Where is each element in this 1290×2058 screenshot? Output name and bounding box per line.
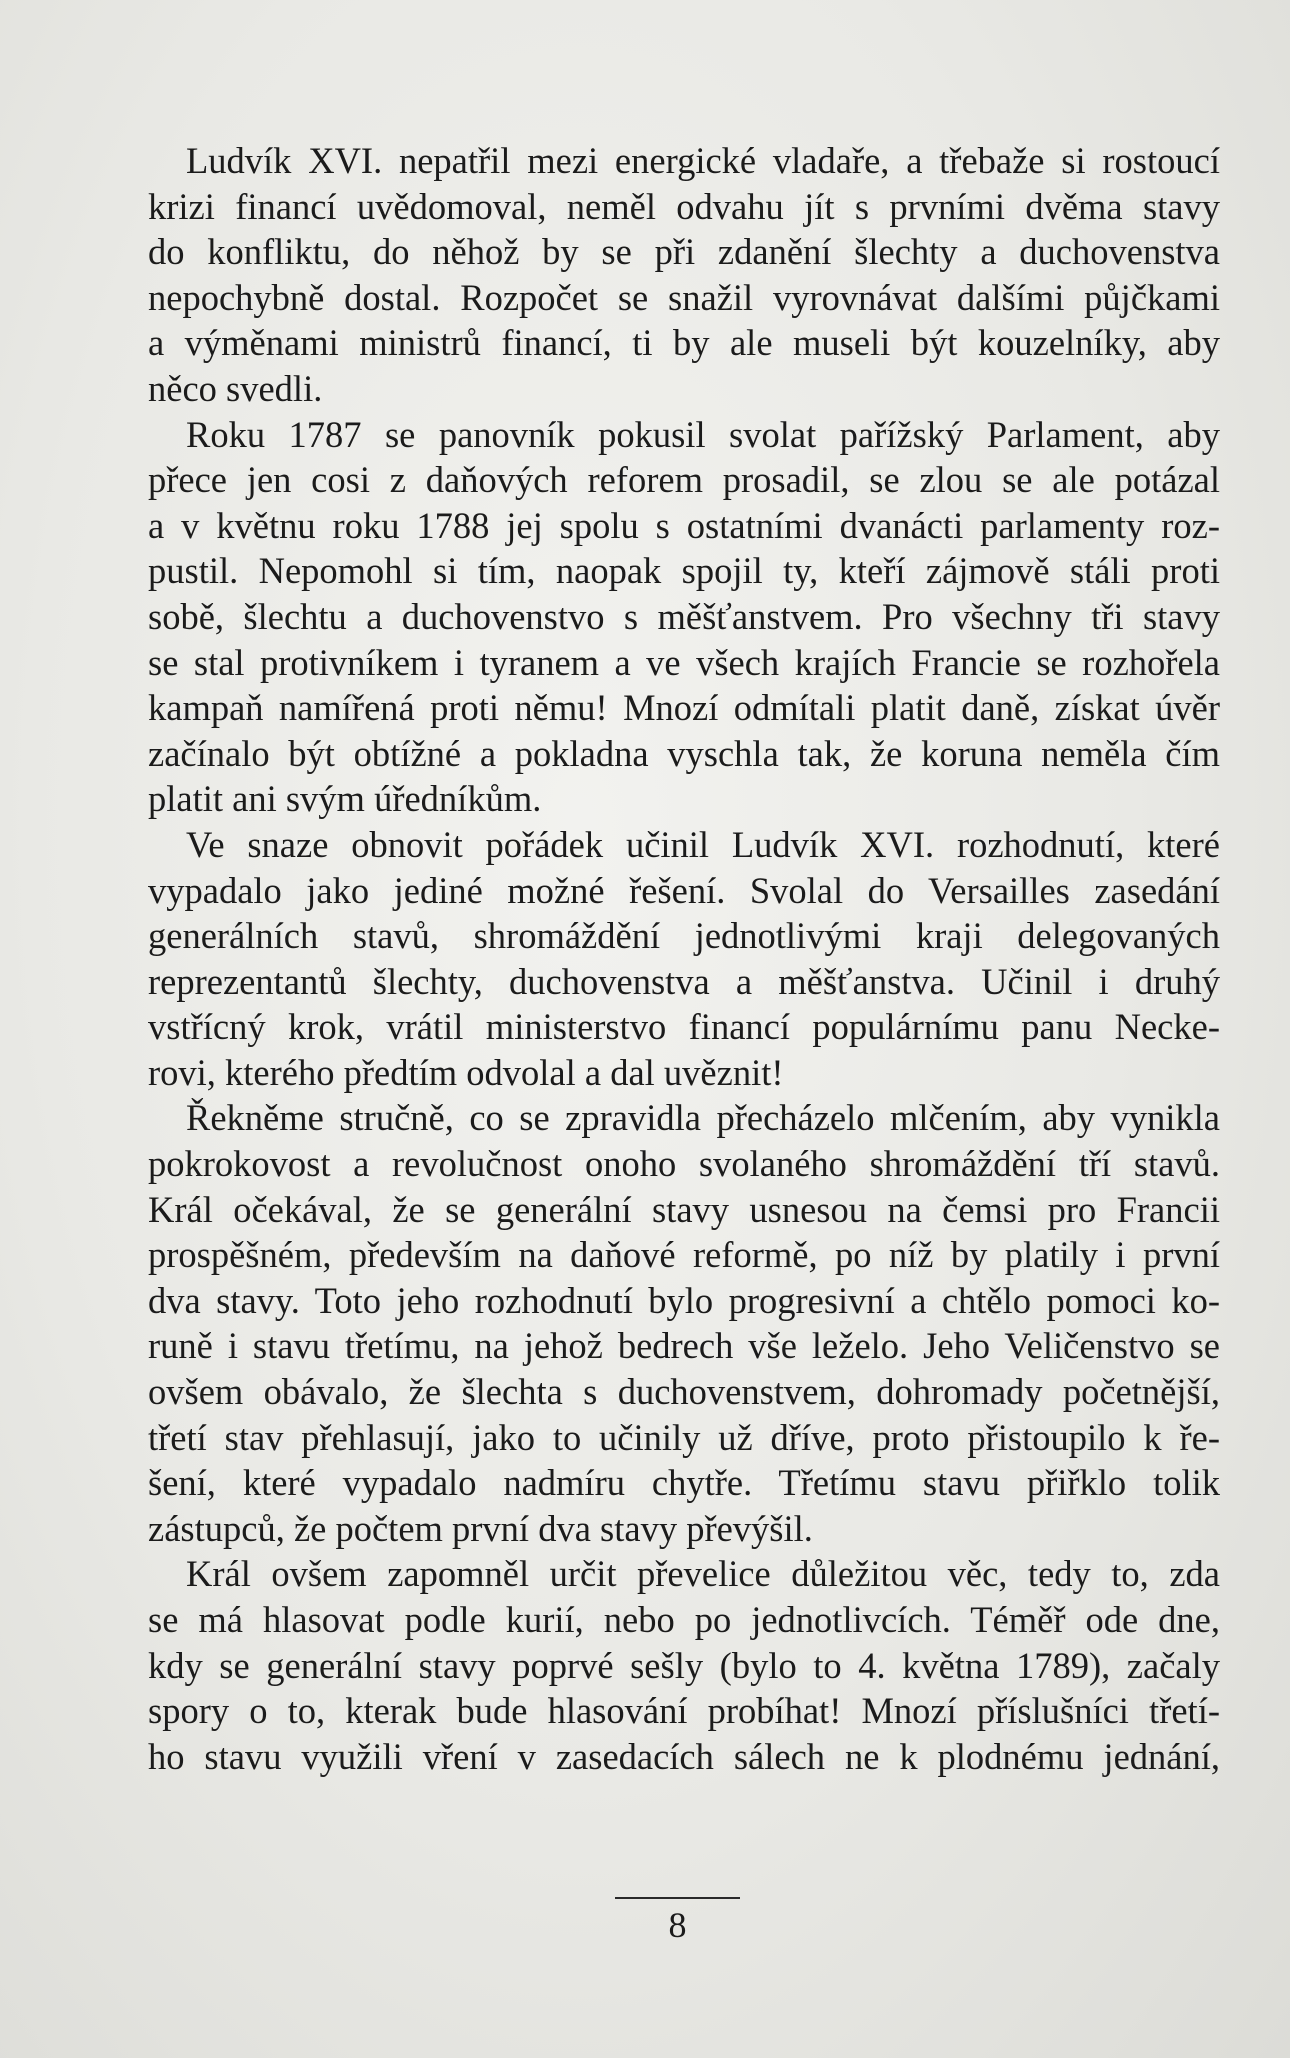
text-line: vypadalo jako jediné možné řešení. Svolal do Versailles zasedání — [148, 869, 1220, 911]
body-text — [148, 138, 1220, 1779]
text-line: kdy se generální stavy poprvé sešly (bylo to 4. května 1789), začaly — [148, 1644, 1220, 1686]
paragraph-4 — [148, 1095, 1220, 1551]
text-line: nepochybně dostal. Rozpočet se snažil vyrovnávat dalšími půjčkami — [148, 276, 1220, 318]
text-line: Ve snaze obnovit pořádek učinil Ludvík XVI. rozhodnutí, které — [186, 823, 1220, 865]
text-line: Král očekával, že se generální stavy usnesou na čemsi pro Francii — [148, 1188, 1220, 1230]
paragraph-1 — [148, 138, 1220, 412]
paragraph-2 — [148, 412, 1220, 822]
text-line: ovšem obávalo, že šlechta s duchovenstvem, dohromady početnější, — [148, 1371, 1220, 1413]
text-line: spory o to, kterak bude hlasování probíhat! Mnozí příslušníci třetí- — [148, 1690, 1220, 1732]
text-line: se stal protivníkem i tyranem a ve všech krajích Francie se rozhořela — [148, 641, 1220, 683]
text-line: Král ovšem zapomněl určit převelice důležitou věc, tedy to, zda — [186, 1553, 1220, 1595]
text-line: pustil. Nepomohl si tím, naopak spojil ty, kteří zájmově stáli proti — [148, 550, 1220, 592]
text-line: něco svedli. — [148, 367, 323, 409]
page-number: 8 — [668, 1905, 687, 1945]
paragraph-5 — [148, 1551, 1220, 1779]
text-line: Řekněme stručně, co se zpravidla přecházelo mlčením, aby vynikla — [186, 1097, 1220, 1139]
paragraph-3 — [148, 822, 1220, 1096]
text-line: do konfliktu, do něhož by se při zdanění šlechty a duchovenstva — [148, 231, 1220, 273]
text-line: Ludvík XVI. nepatřil mezi energické vladaře, a třebaže si rostoucí — [186, 140, 1220, 181]
text-line: pokrokovost a revolučnost onoho svolaného shromáždění tří stavů. — [148, 1143, 1220, 1185]
text-line: reprezentantů šlechty, duchovenstva a měšťanstva. Učinil i druhý — [148, 960, 1220, 1002]
text-line: kampaň namířená proti němu! Mnozí odmítali platit daně, získat úvěr — [148, 687, 1220, 729]
text-line: rovi, kterého předtím odvolal a dal uvěznit! — [148, 1051, 784, 1093]
text-line: sobě, šlechtu a duchovenstvo s měšťanstvem. Pro všechny tři stavy — [148, 595, 1220, 637]
text-line: ho stavu využili vření v zasedacích sálech ne k plodnému jednání, — [148, 1735, 1220, 1777]
text-line: začínalo být obtížné a pokladna vyschla tak, že koruna neměla čím — [148, 732, 1220, 774]
text-line: přece jen cosi z daňových reforem prosadil, se zlou se ale potázal — [148, 459, 1220, 501]
text-line: a výměnami ministrů financí, ti by ale museli být kouzelníky, aby — [148, 322, 1220, 364]
text-line: generálních stavů, shromáždění jednotlivými kraji delegovaných — [148, 915, 1220, 957]
text-line: platit ani svým úředníkům. — [148, 778, 542, 820]
text-line: dva stavy. Toto jeho rozhodnutí bylo progresivní a chtělo pomoci ko- — [148, 1279, 1220, 1321]
text-line: krizi financí uvědomoval, neměl odvahu jít s prvními dvěma stavy — [148, 185, 1220, 227]
text-line: Roku 1787 se panovník pokusil svolat pařížský Parlament, aby — [186, 413, 1220, 455]
text-line: zástupců, že počtem první dva stavy převýšil. — [148, 1507, 813, 1549]
footer-rule — [615, 1897, 740, 1899]
text-line: se má hlasovat podle kurií, nebo po jednotlivcích. Téměř ode dne, — [148, 1599, 1220, 1640]
text-line: šení, které vypadalo nadmíru chytře. Třetímu stavu přiřklo tolik — [148, 1462, 1220, 1504]
text-line: třetí stav přehlasují, jako to učinily už dříve, proto přistoupilo k ře- — [148, 1416, 1220, 1458]
text-line: a v květnu roku 1788 jej spolu s ostatními dvanácti parlamenty roz- — [148, 504, 1220, 546]
page-footer — [615, 1897, 740, 1945]
text-line: runě i stavu třetímu, na jehož bedrech vše leželo. Jeho Veličenstvo se — [148, 1325, 1220, 1367]
text-line: vstřícný krok, vrátil ministerstvo financí populárnímu panu Necke- — [148, 1006, 1220, 1048]
text-line: prospěšném, především na daňové reformě, po níž by platily i první — [148, 1234, 1220, 1276]
